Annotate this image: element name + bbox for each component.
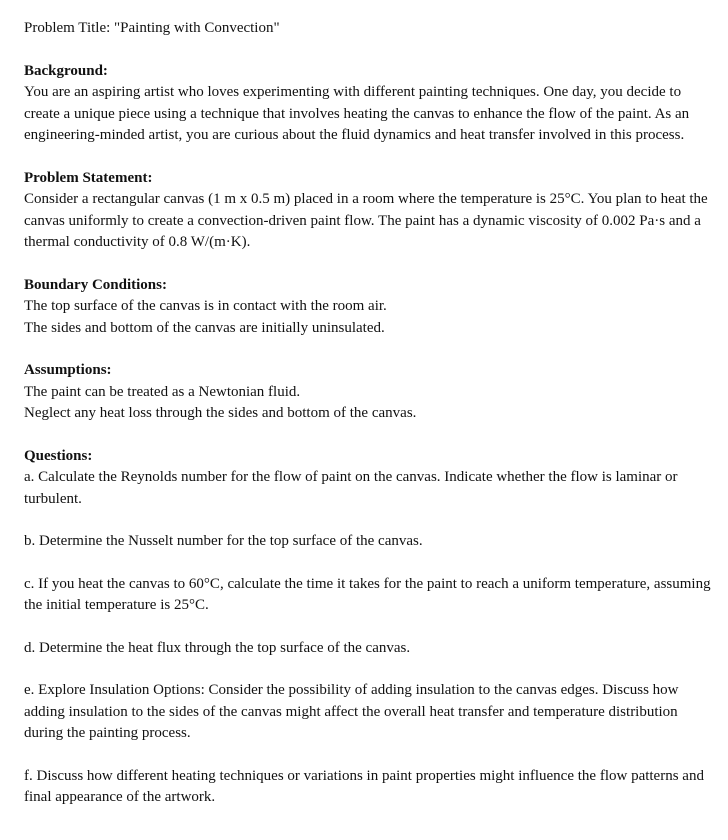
question-a: a. Calculate the Reynolds number for the flow of paint on the canvas. Indicate whether the flow is laminar or turbulent.	[24, 469, 678, 507]
assumption-line: The paint can be treated as a Newtonian fluid.	[24, 383, 301, 400]
boundary-conditions-heading: Boundary Conditions:	[24, 276, 167, 293]
boundary-condition-line: The top surface of the canvas is in contact with the room air.	[24, 298, 387, 314]
background-text: You are an aspiring artist who loves experimenting with different painting techniques. One day, you decide to create a unique piece using a technique that involves heating the canvas to enhance the flow of the paint. As an engineering-minded artist, you are curious about the fluid dynamics and heat transfer involved in this process.	[24, 84, 690, 143]
background-heading: Background:	[24, 62, 108, 79]
problem-statement-text: Consider a rectangular canvas (1 m x 0.5 m) placed in a room where the temperature is 25°C. You plan to heat the canvas uniformly to create a convection-driven paint flow. The paint has a dynamic viscosity of 0.002 Pa·s and a thermal conductivity of 0.8 W/(m·K).	[24, 191, 708, 250]
boundary-conditions-section	[24, 275, 718, 340]
assumptions-heading: Assumptions:	[24, 362, 112, 378]
assumptions-section	[24, 360, 718, 425]
questions-heading: Questions:	[24, 447, 93, 464]
assumption-line: Neglect any heat loss through the sides and bottom of the canvas.	[24, 405, 417, 421]
problem-title: Problem Title: "Painting with Convection"	[24, 20, 280, 36]
question-f: f. Discuss how different heating techniques or variations in paint properties might influence the flow patterns and final appearance of the artwork.	[24, 767, 704, 805]
boundary-condition-line: The sides and bottom of the canvas are initially uninsulated.	[24, 319, 385, 336]
question-e: e. Explore Insulation Options: Consider the possibility of adding insulation to the canvas edges. Discuss how adding insulation to the sides of the canvas might affect the overall heat transfer and temperature distribution during the painting process.	[24, 682, 679, 741]
question-c: c. If you heat the canvas to 60°C, calculate the time it takes for the paint to reach a uniform temperature, assuming the initial temperature is 25°C.	[24, 575, 711, 613]
question-d: d. Determine the heat flux through the top surface of the canvas.	[24, 639, 411, 656]
problem-statement-section	[24, 168, 718, 254]
background-section	[24, 61, 718, 147]
question-b: b. Determine the Nusselt number for the top surface of the canvas.	[24, 533, 423, 549]
problem-statement-heading: Problem Statement:	[24, 169, 153, 186]
questions-section	[24, 446, 718, 809]
